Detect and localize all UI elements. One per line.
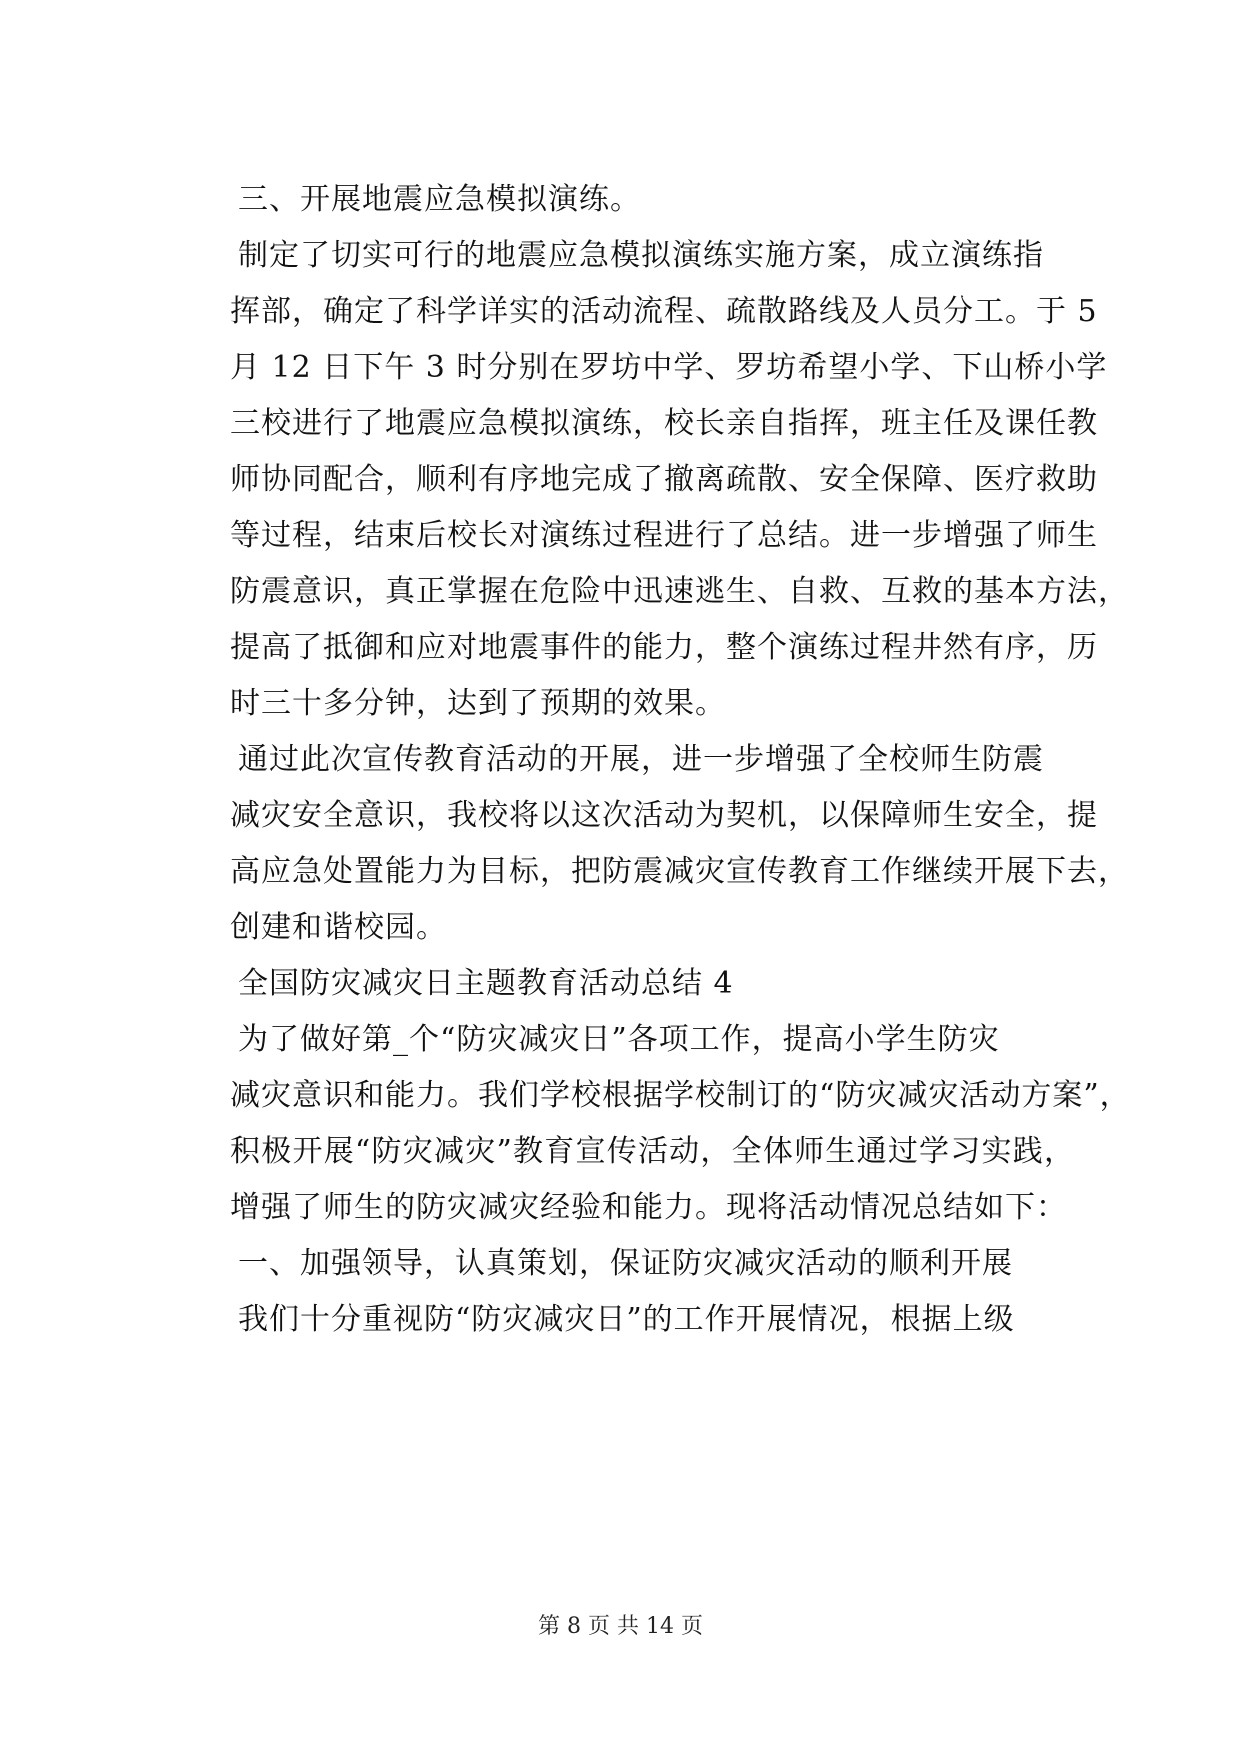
paragraph-line: 挥部，确定了科学详实的活动流程、疏散路线及人员分工。于 5 <box>230 294 1098 329</box>
section-heading: 一、加强领导，认真策划，保证防灾减灾活动的顺利开展 <box>238 1246 1013 1281</box>
paragraph-line: 减灾意识和能力。我们学校根据学校制订的“防灾减灾活动方案”， <box>230 1078 1131 1113</box>
page-number-footer: 第 8 页 共 14 页 <box>538 1614 703 1639</box>
paragraph-line: 高应急处置能力为目标，把防震减灾宣传教育工作继续开展下去， <box>230 854 1129 889</box>
paragraph-line: 师协同配合，顺利有序地完成了撤离疏散、安全保障、医疗救助 <box>230 462 1098 497</box>
paragraph-line: 等过程，结束后校长对演练过程进行了总结。进一步增强了师生 <box>230 518 1098 553</box>
section-heading: 三、开展地震应急模拟演练。 <box>238 182 641 217</box>
paragraph-line: 提高了抵御和应对地震事件的能力，整个演练过程井然有序，历 <box>230 630 1098 665</box>
paragraph-line: 我们十分重视防“防灾减灾日”的工作开展情况，根据上级 <box>238 1302 1015 1337</box>
paragraph-line: 制定了切实可行的地震应急模拟演练实施方案，成立演练指 <box>238 238 1044 273</box>
document-body <box>230 172 1131 1348</box>
paragraph-line: 三校进行了地震应急模拟演练，校长亲自指挥，班主任及课任教 <box>230 406 1098 441</box>
paragraph-line: 通过此次宣传教育活动的开展，进一步增强了全校师生防震 <box>238 742 1044 777</box>
article-title: 全国防灾减灾日主题教育活动总结 4 <box>238 966 734 1001</box>
paragraph-line: 增强了师生的防灾减灾经验和能力。现将活动情况总结如下： <box>230 1190 1067 1225</box>
paragraph-line: 月 12 日下午 3 时分别在罗坊中学、罗坊希望小学、下山桥小学 <box>230 350 1108 385</box>
paragraph-line: 创建和谐校园。 <box>230 910 447 945</box>
paragraph-line: 积极开展“防灾减灾”教育宣传活动，全体师生通过学习实践， <box>230 1134 1075 1169</box>
paragraph-line: 时三十多分钟，达到了预期的效果。 <box>230 686 726 721</box>
paragraph-line: 为了做好第_个“防灾减灾日”各项工作，提高小学生防灾 <box>238 1022 1000 1057</box>
paragraph-line: 减灾安全意识，我校将以这次活动为契机，以保障师生安全，提 <box>230 798 1098 833</box>
paragraph-line: 防震意识，真正掌握在危险中迅速逃生、自救、互救的基本方法， <box>230 574 1129 609</box>
